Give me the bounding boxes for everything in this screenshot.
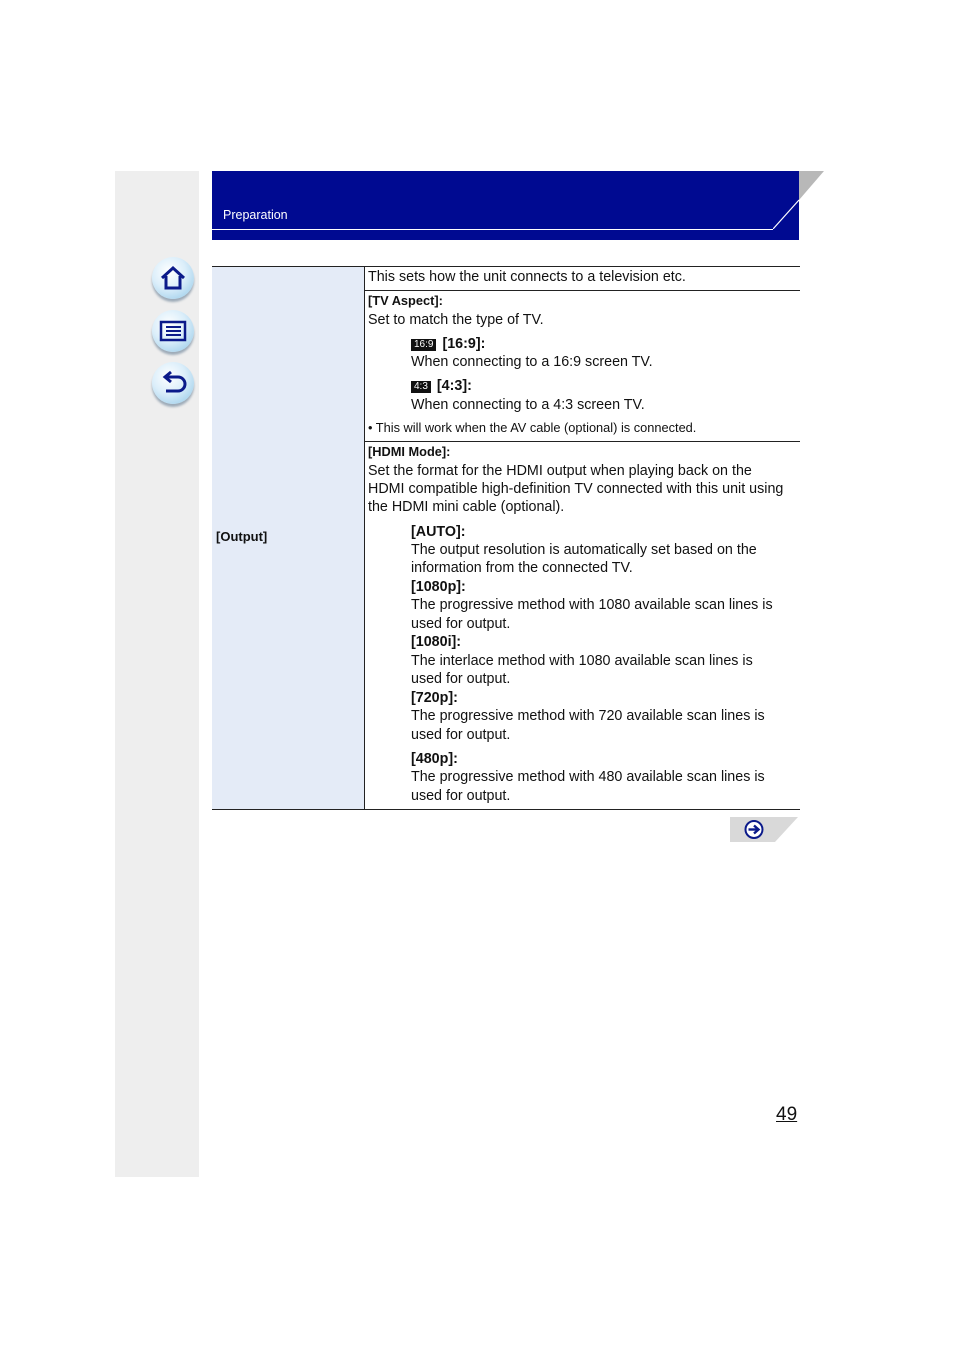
option-16-9: [411, 335, 485, 353]
row-divider: [365, 441, 800, 442]
option-label: [480p]:: [411, 751, 458, 767]
option-label: [4:3]:: [436, 378, 472, 394]
contents-button[interactable]: [152, 310, 194, 352]
header-corner-decoration: [773, 171, 824, 229]
tv-aspect-desc: Set to match the type of TV.: [368, 312, 544, 328]
option-desc: The progressive method with 720 available scan lines is: [411, 708, 765, 724]
hdmi-mode-title: [HDMI Mode]:: [368, 444, 451, 459]
next-page-button[interactable]: [730, 817, 798, 842]
page-number: 49: [776, 1104, 798, 1125]
section-title: Preparation: [223, 208, 288, 222]
option-desc: When connecting to a 4:3 screen TV.: [411, 397, 645, 413]
option-4-3: [411, 377, 472, 395]
option-label: [AUTO]:: [411, 524, 466, 540]
option-desc: used for output.: [411, 727, 511, 743]
hdmi-desc-line: Set the format for the HDMI output when playing back on the: [368, 463, 752, 479]
menu-list-icon: [159, 317, 187, 345]
hdmi-desc-line: the HDMI mini cable (optional).: [368, 499, 565, 515]
home-icon: [159, 264, 187, 292]
setting-label: [Output]: [216, 529, 268, 544]
back-button[interactable]: [152, 362, 194, 404]
note-text: • This will work when the AV cable (optional) is connected.: [368, 420, 697, 435]
home-button[interactable]: [152, 257, 194, 299]
intro-text: This sets how the unit connects to a television etc.: [368, 269, 686, 285]
option-desc: The output resolution is automatically set based on the: [411, 542, 757, 558]
next-arrow-icon: [746, 821, 763, 838]
option-desc: When connecting to a 16:9 screen TV.: [411, 354, 653, 370]
option-desc: information from the connected TV.: [411, 560, 633, 576]
tv-aspect-title: [TV Aspect]:: [368, 293, 443, 308]
option-label: [1080i]:: [411, 634, 462, 650]
option-desc: The progressive method with 480 available scan lines is: [411, 769, 765, 785]
option-label: [1080p]:: [411, 579, 466, 595]
option-desc: used for output.: [411, 788, 511, 804]
header-underline: [212, 229, 773, 230]
row-divider: [365, 290, 800, 291]
back-arrow-icon: [159, 369, 187, 397]
option-label: [720p]:: [411, 690, 458, 706]
option-desc: The interlace method with 1080 available scan lines is: [411, 653, 753, 669]
option-desc: The progressive method with 1080 available scan lines is: [411, 597, 773, 613]
aspect-4-3-icon: 4:3: [411, 381, 431, 393]
settings-table: [212, 266, 800, 810]
option-label: [16:9]:: [442, 336, 486, 352]
aspect-16-9-icon: 16:9: [411, 339, 436, 351]
hdmi-desc-line: HDMI compatible high-definition TV connected with this unit using: [368, 481, 784, 497]
setting-label-cell: [212, 267, 365, 809]
option-desc: used for output.: [411, 616, 511, 632]
option-desc: used for output.: [411, 671, 511, 687]
